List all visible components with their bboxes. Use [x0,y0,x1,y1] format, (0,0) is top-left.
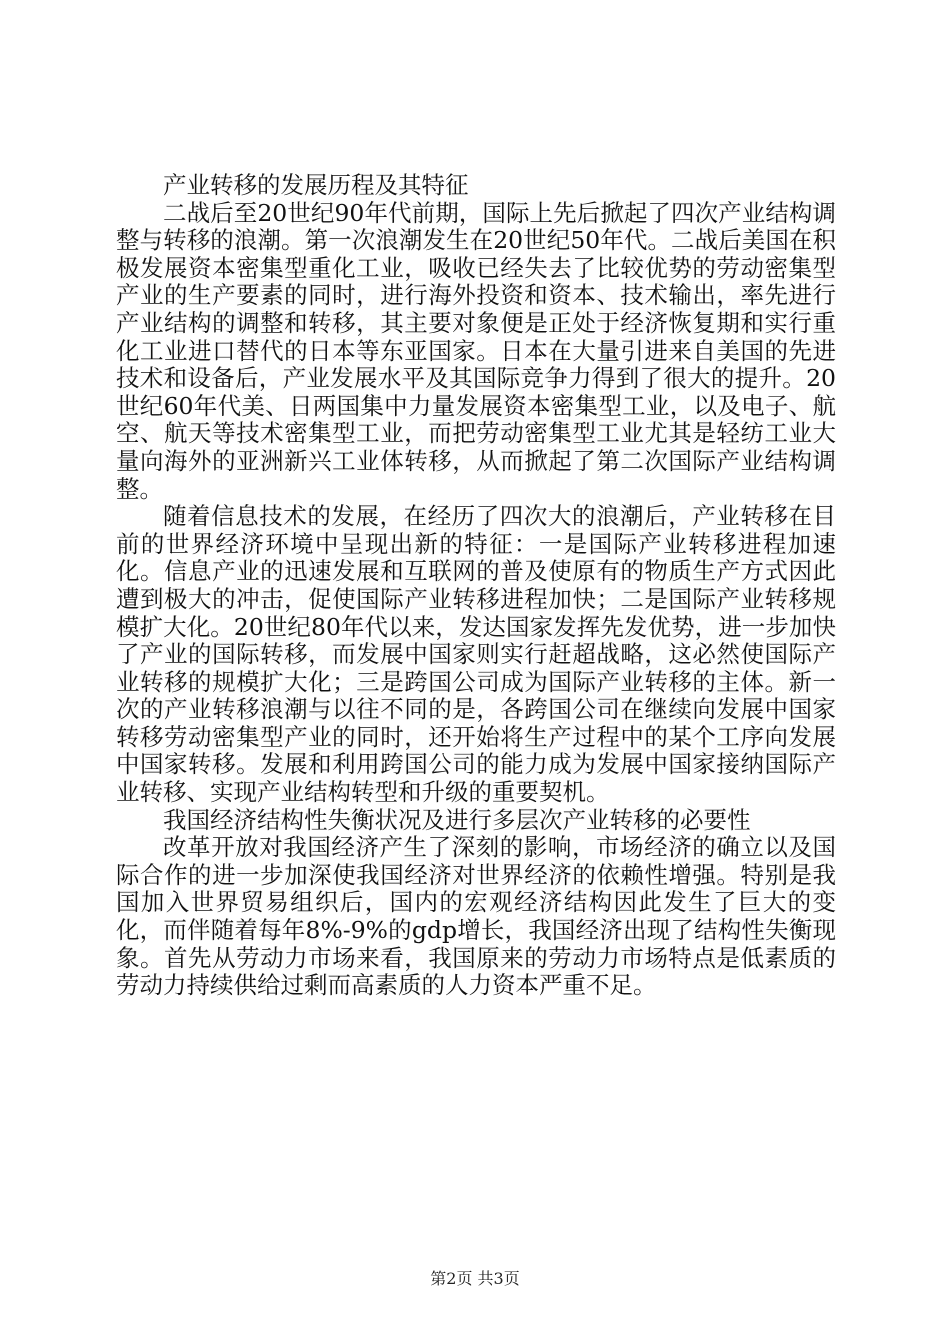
section-heading-industrial-transfer-history: 产业转移的发展历程及其特征 [163,171,469,199]
paragraph-reform-opening: 改革开放对我国经济产生了深刻的影响，市场经济的确立以及国际合作的进一步加深使我国经济对世界经济的依赖性增强。特别是我国加入世界贸易组织后，国内的宏观经济结构因此发生了巨大的变化，而伴随着每年8%-9%的gdp增长，我国经济出现了结构性失衡现象。首先从劳动力市场来看，我国原来的劳动力市场特点是低素质的劳动力持续供给过剩而高素质的人力资本严重不足。 [116,833,836,1000]
page-footer: 第2页 共3页 [430,1269,520,1288]
document-body [116,172,836,1000]
paragraph-four-waves: 二战后至20世纪90年代前期，国际上先后掀起了四次产业结构调整与转移的浪潮。第一次浪潮发生在20世纪50年代。二战后美国在积极发展资本密集型重化工业，吸收已经失去了比较优势的劳动密集型产业的生产要素的同时，进行海外投资和资本、技术输出，率先进行产业结构的调整和转移，其主要对象便是正处于经济恢复期和实行重化工业进口替代的日本等东亚国家。日本在大量引进来自美国的先进技术和设备后，产业发展水平及其国际竞争力得到了很大的提升。20世纪60年代美、日两国集中力量发展资本密集型工业，以及电子、航空、航天等技术密集型工业，而把劳动密集型工业尤其是轻纺工业大量向海外的亚洲新兴工业体转移，从而掀起了第二次国际产业结构调整。 [116,198,836,503]
paragraph-new-features: 随着信息技术的发展，在经历了四次大的浪潮后，产业转移在目前的世界经济环境中呈现出新的特征：一是国际产业转移进程加速化。信息产业的迅速发展和互联网的普及使原有的物质生产方式因此遭到极大的冲击，促使国际产业转移进程加快；二是国际产业转移规模扩大化。20世纪80年代以来，发达国家发挥先发优势，进一步加快了产业的国际转移，而发展中国家则实行赶超战略，这必然使国际产业转移的规模扩大化；三是跨国公司成为国际产业转移的主体。新一次的产业转移浪潮与以往不同的是，各跨国公司在继续向发展中国家转移劳动密集型产业的同时，还开始将生产过程中的某个工序向发展中国家转移。发展和利用跨国公司的能力成为发展中国家接纳国际产业转移、实现产业结构转型和升级的重要契机。 [116,502,836,807]
section-heading-structural-imbalance: 我国经济结构性失衡状况及进行多层次产业转移的必要性 [163,805,751,834]
